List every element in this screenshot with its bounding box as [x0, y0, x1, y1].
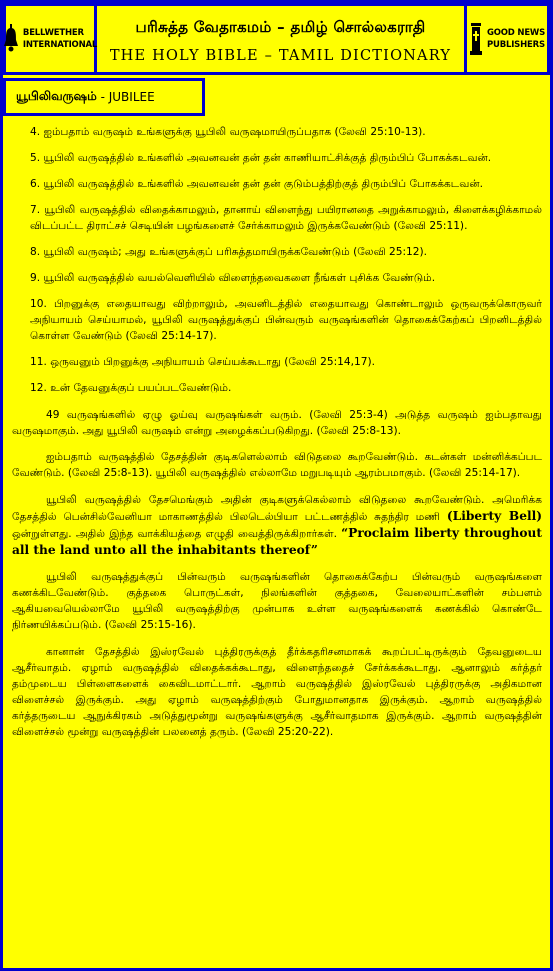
bellwether-logo — [3, 24, 97, 54]
paragraph: ஐம்பதாம் வருஷத்தில் தேசத்தின் குடிகளெல்லாம் விடுதலை கூறவேண்டும். கடன்கள் மன்னிக்கப்பட வேண்டும். (லேவி 25:8-13). யூபிலி வருஷத்தில் எல்லாமே மறுபடியும் ஆரம்பமாகும். (லேவி 25:14-17). — [12, 451, 542, 480]
right-logo-line-2: PUBLISHERS — [486, 40, 545, 50]
list-item: 5. யூபிலி வருஷத்தில் உங்களில் அவனவன் தன் தன் காணியாட்சிக்குத் திரும்பிப் போகக்கடவன். — [30, 152, 492, 164]
list-item: 11. ஒருவனும் பிறனுக்கு அநியாயம் செய்யக்கூடாது (லேவி 25:14,17). — [30, 356, 375, 368]
left-logo-line-1: BELLWETHER — [22, 28, 84, 38]
section-heading — [3, 78, 205, 116]
title-english: THE HOLY BIBLE – TAMIL DICTIONARY — [109, 48, 452, 64]
right-logo-line-1: GOOD NEWS — [486, 28, 546, 38]
left-logo-line-2: INTERNATIONAL — [22, 40, 98, 50]
paragraph-part-2: ஒன்றுள்ளது. அதில் இந்த வாக்கியத்தை எழுதி வைத்திருக்கிறார்கள். — [12, 527, 337, 540]
dictionary-content — [12, 124, 542, 750]
paragraph-liberty-bell — [12, 492, 542, 559]
list-item: 4. ஐம்பதாம் வருஷம் உங்களுக்கு யூபிலி வருஷமாயிருப்பதாக (லேவி 25:10-13). — [30, 126, 426, 138]
paragraph: யூபிலி வருஷத்துக்குப் பின்வரும் வருஷங்களின் தொகைக்கேற்ப பின்வரும் வருஷங்களை கணக்கிடவேண்டும். குத்தகை பொருட்கள், நிலங்களின் குத்தகை, வேலையாட்களின் சம்பளம் ஆகியவையெல்லாமே யூபிலி வருஷத்திற்கு முன்பாக உள்ள வருஷங்களைக் கணக்கில் கொண்டே நிர்ணயிக்கப்படும். (லேவி 25:15-16). — [12, 571, 542, 632]
list-item: 7. யூபிலி வருஷத்தில் விதைக்காமலும், தானாய் விளைந்து பயிரானதை அறுக்காமலும், கிளைக்கழிக்காமல் விடப்பட்ட திராட்சச் செடியின் பழங்களைச் சேர்க்காமலும் இருக்கவேண்டும் (லேவி 25:11). — [30, 204, 542, 232]
liberty-bell-term: (Liberty Bell) — [446, 508, 542, 523]
bellwether-logo-box — [3, 3, 97, 75]
title-tamil: பரிசுத்த வேதாகமம் – தமிழ் சொல்லகராதி — [135, 18, 426, 36]
bell-icon — [3, 24, 19, 54]
liberty-bell-quote: “Proclaim liberty throughout all the land unto all the inhabitants thereof” — [12, 525, 542, 557]
numbered-list — [12, 124, 542, 396]
list-item: 8. யூபிலி வருஷம்; அது உங்களுக்குப் பரிசுத்தமாயிருக்கவேண்டும் (லேவி 25:12). — [30, 246, 428, 258]
list-item: 6. யூபிலி வருஷத்தில் உங்களில் அவனவன் தன் தன் குடும்பத்திற்குத் திரும்பிப் போகக்கடவன். — [30, 178, 483, 190]
paragraph-part-1: யூபிலி வருஷத்தில் தேசமெங்கும் அதின் குடிகளுக்கெல்லாம் விடுதலை கூறவேண்டும். அமெரிக்க தேசத்தில் பென்சில்வேனியா மாகாணத்தில் பிலடெல்பியா பட்டணத்தில் சுதந்திர மணி — [12, 493, 542, 523]
good-news-logo — [469, 23, 545, 55]
title-box — [97, 3, 464, 75]
list-item: 10. பிறனுக்கு எதையாவது விற்றாலும், அவனிடத்தில் எதையாவது கொண்டாலும் ஒருவருக்கொருவர் அநியாயம் செய்யாமல், யூபிலி வருஷத்துக்குப் பின்வரும் வருஷங்களின் தொகைக்கேற்கப் பிறனிடத்தில் கொள்ள வேண்டும் (லேவி 25:14-17). — [30, 298, 542, 342]
heading-english: - JUBILEE — [100, 90, 155, 104]
paragraph: கானான் தேசத்தில் இஸ்ரவேல் புத்திரருக்குத் தீர்க்கதரிசனமாகக் கூறப்பட்டிருக்கும் தேவனுடைய ஆசீர்வாதம். ஏழாம் வருஷத்தில் விதைக்கக்கூடாது, விளைந்ததைச் சேர்க்கக்கூடாது. ஆனாலும் கர்த்தர் தம்முடைய பிள்ளைகளைக் கைவிடமாட்டார். ஆறாம் வருஷத்தில் இஸ்ரவேல் புத்திரருக்கு அதிகமான விளைச்சல் இருக்கும். அது ஏழாம் வருஷத்திற்கும் போதுமானதாக இருக்கும். ஆறாம் வருஷத்தில் கர்த்தருடைய ஆநுக்கிரகம் அடுத்துமூன்று வருஷங்களுக்கு ஆசீர்வாதமாக இருக்கும். ஆறாம் வருஷத்தின் விளைச்சல் மூன்று வருஷத்தின் பலனைத் தரும். (லேவி 25:20-22). — [12, 645, 542, 738]
heading-tamil: யூபிலிவருஷம் — [16, 89, 97, 103]
paragraph: 49 வருஷங்களில் ஏழு ஓய்வு வருஷங்கள் வரும். (லேவி 25:3-4) அடுத்த வருஷம் ஐம்பதாவது வருஷமாகும். அது யூபிலி வருஷம் என்று அழைக்கப்படுகிறது. (லேவி 25:8-13). — [12, 408, 542, 437]
book-icon — [469, 23, 483, 55]
list-item: 12. உன் தேவனுக்குப் பயப்படவேண்டும். — [30, 382, 232, 394]
good-news-logo-box — [464, 3, 550, 75]
list-item: 9. யூபிலி வருஷத்தில் வயல்வெளியில் விளைந்தவைகளை நீங்கள் புசிக்க வேண்டும். — [30, 272, 436, 284]
